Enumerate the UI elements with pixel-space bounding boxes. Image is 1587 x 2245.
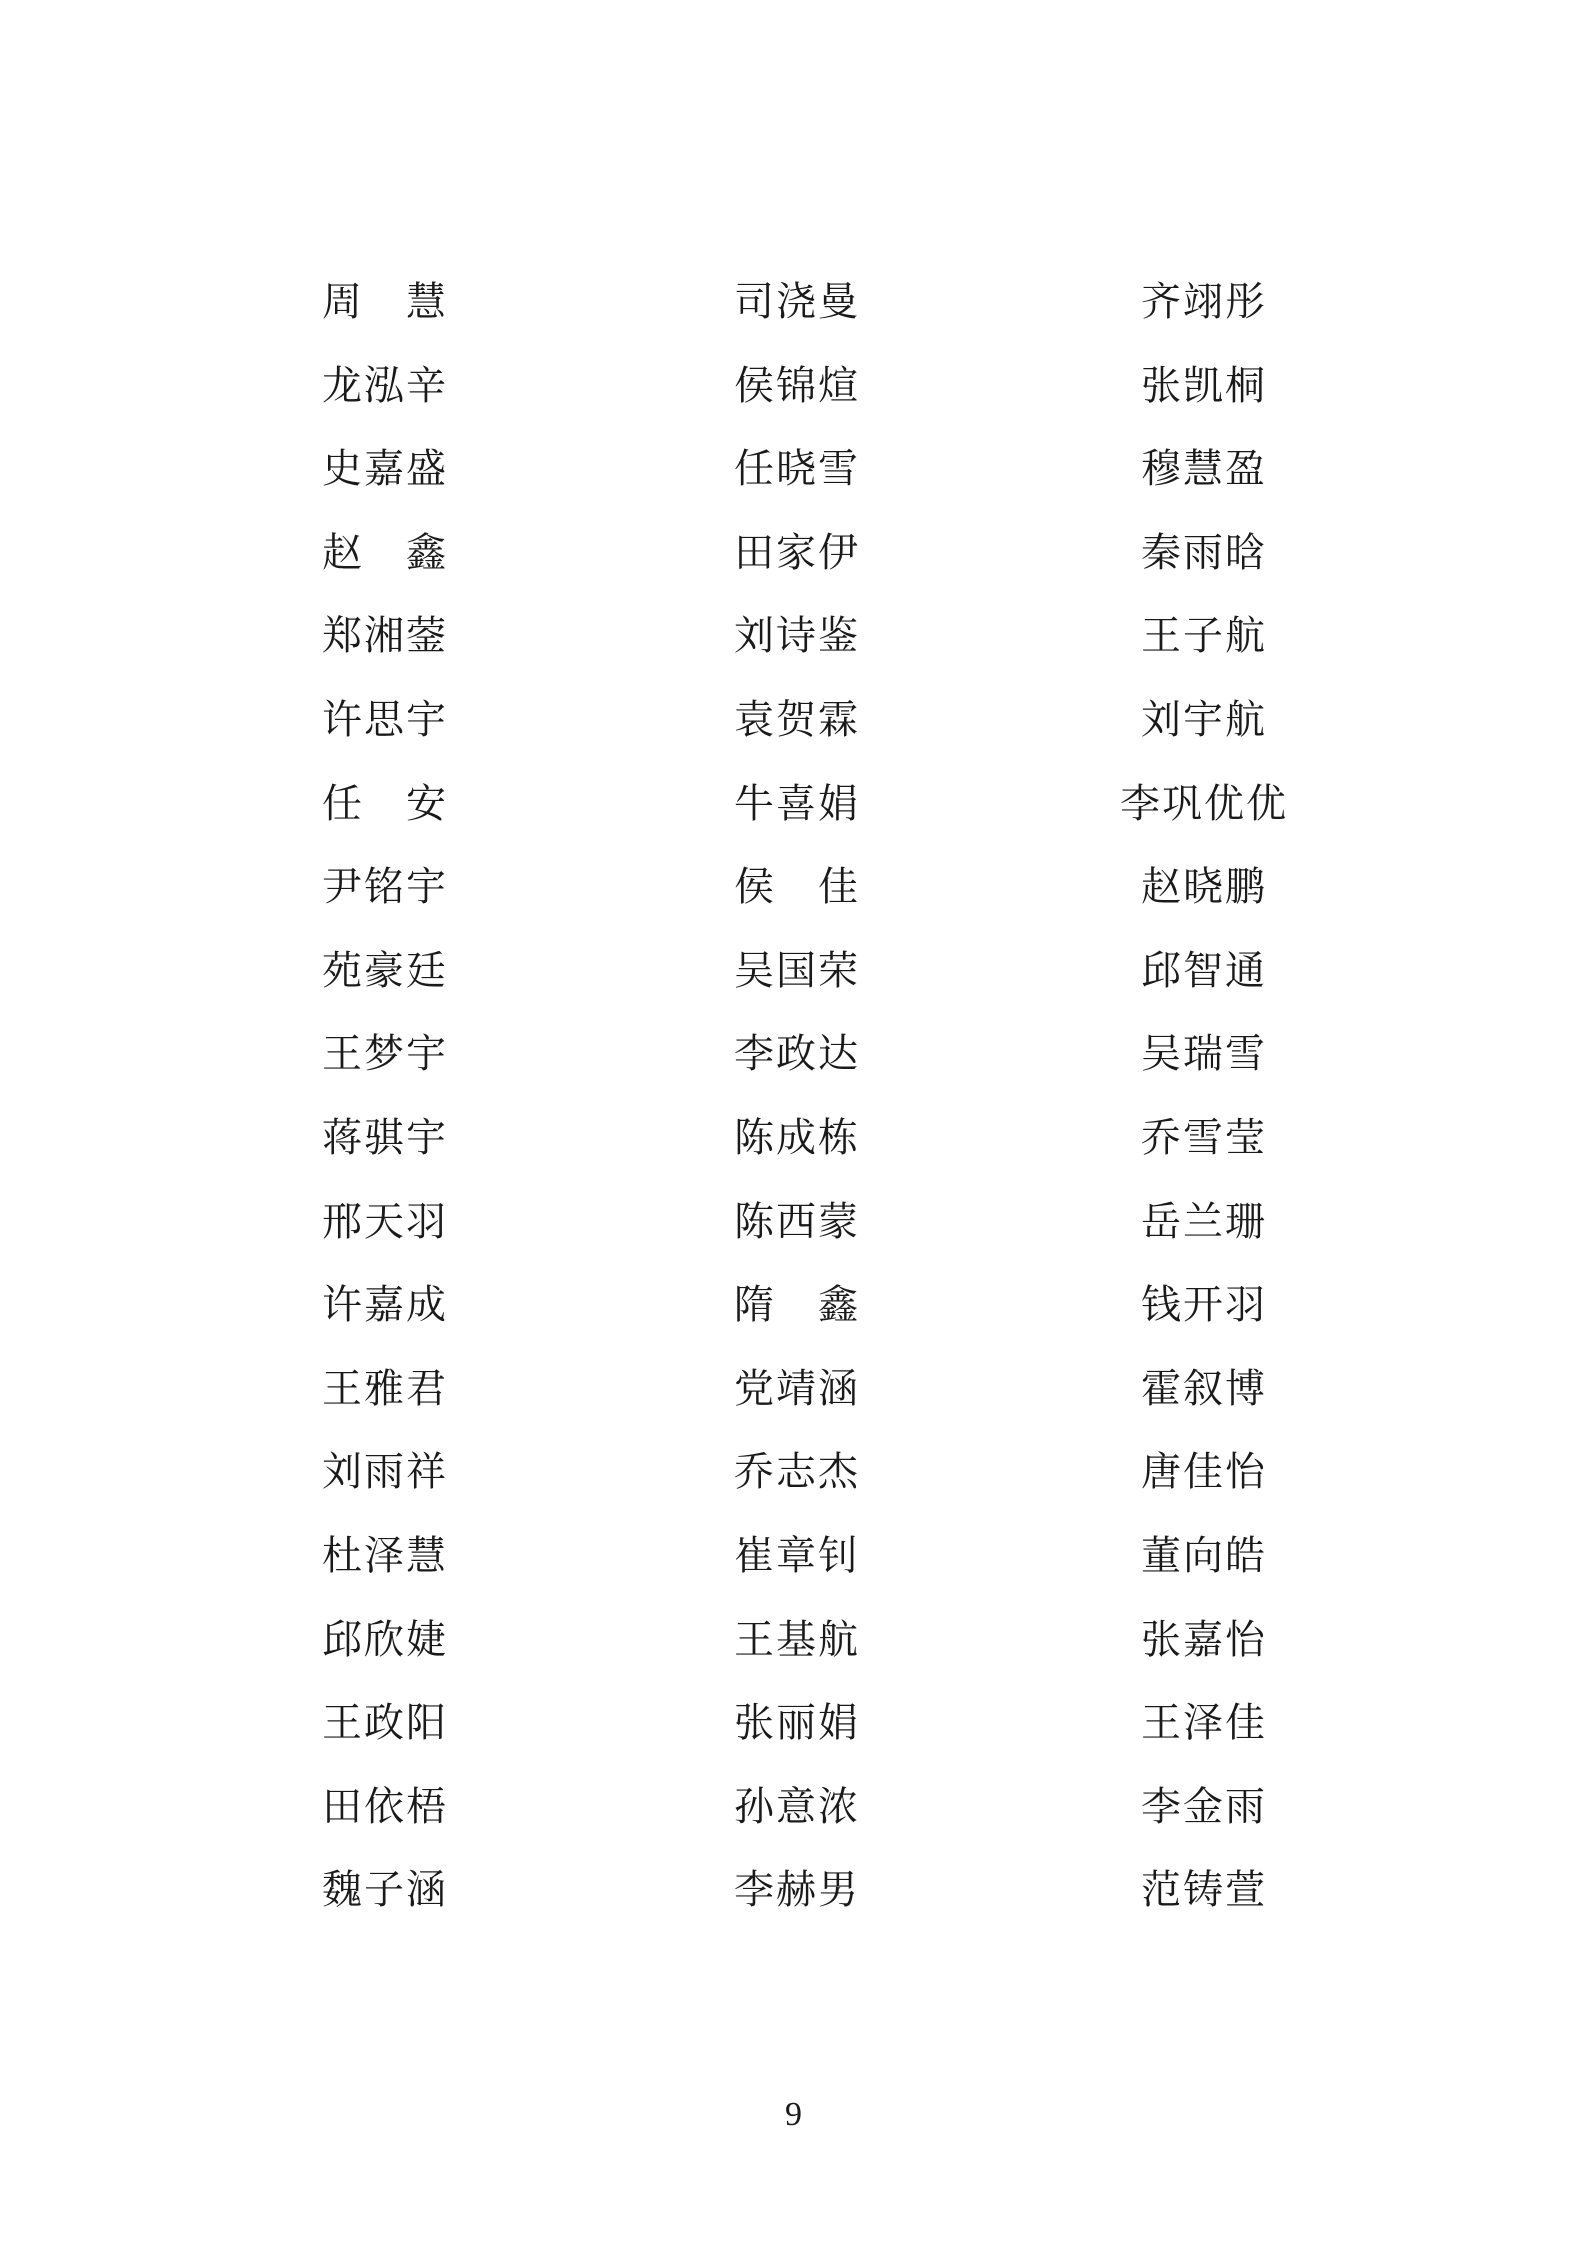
name-row <box>0 941 1587 1025</box>
person-name: 郑湘蓥 <box>322 613 448 660</box>
person-name: 吴瑞雪 <box>1141 1031 1267 1078</box>
person-name: 田家伊 <box>734 529 860 576</box>
person-name: 杜泽慧 <box>322 1532 448 1579</box>
person-name: 秦雨晗 <box>1141 529 1267 576</box>
person-name: 司浇曼 <box>734 279 860 325</box>
person-name: 侯锦煊 <box>734 362 860 409</box>
page-number: 9 <box>785 2096 802 2133</box>
person-name: 周 慧 <box>322 279 448 325</box>
person-name: 崔章钊 <box>734 1532 860 1579</box>
person-name: 陈成栋 <box>734 1114 860 1161</box>
name-row <box>0 1777 1587 1861</box>
person-name: 王梦宇 <box>322 1031 448 1078</box>
name-row <box>0 272 1587 356</box>
person-name: 吴国荣 <box>734 947 860 994</box>
person-name: 董向皓 <box>1141 1532 1267 1579</box>
person-name: 李金雨 <box>1141 1783 1267 1830</box>
person-name: 陈西蒙 <box>734 1198 860 1245</box>
person-name: 许思宇 <box>322 696 448 743</box>
person-name: 刘雨祥 <box>322 1449 448 1496</box>
person-name: 李政达 <box>734 1031 860 1078</box>
person-name: 霍叙博 <box>1141 1365 1267 1412</box>
person-name: 许嘉成 <box>322 1282 448 1329</box>
name-row <box>0 1192 1587 1276</box>
person-name: 侯 佳 <box>734 864 860 911</box>
person-name: 钱开羽 <box>1141 1282 1267 1329</box>
person-name: 赵晓鹏 <box>1141 864 1267 911</box>
person-name: 尹铭宇 <box>322 864 448 911</box>
person-name: 王政阳 <box>322 1700 448 1747</box>
person-name: 王泽佳 <box>1141 1700 1267 1747</box>
name-list <box>0 272 1587 1944</box>
person-name: 范铸萱 <box>1141 1867 1267 1914</box>
name-row <box>0 439 1587 523</box>
person-name: 李巩优优 <box>1120 780 1288 827</box>
person-name: 任 安 <box>322 780 448 827</box>
name-row <box>0 1275 1587 1359</box>
person-name: 李赫男 <box>734 1867 860 1914</box>
person-name: 任晓雪 <box>734 446 860 493</box>
person-name: 刘宇航 <box>1141 696 1267 743</box>
name-row <box>0 1108 1587 1192</box>
person-name: 张嘉怡 <box>1141 1616 1267 1663</box>
name-row <box>0 1359 1587 1443</box>
person-name: 穆慧盈 <box>1141 446 1267 493</box>
person-name: 魏子涵 <box>322 1867 448 1914</box>
person-name: 史嘉盛 <box>322 446 448 493</box>
person-name: 刘诗鉴 <box>734 613 860 660</box>
person-name: 田依梧 <box>322 1783 448 1830</box>
person-name: 孙意浓 <box>734 1783 860 1830</box>
person-name: 赵 鑫 <box>322 529 448 576</box>
person-name: 邱欣婕 <box>322 1616 448 1663</box>
person-name: 张凯桐 <box>1141 362 1267 409</box>
person-name: 齐翊彤 <box>1141 279 1267 325</box>
person-name: 乔志杰 <box>734 1449 860 1496</box>
person-name: 王雅君 <box>322 1365 448 1412</box>
name-row <box>0 1024 1587 1108</box>
person-name: 袁贺霖 <box>734 696 860 743</box>
name-row <box>0 1526 1587 1610</box>
person-name: 苑豪廷 <box>322 947 448 994</box>
person-name: 蒋骐宇 <box>322 1114 448 1161</box>
name-row <box>0 356 1587 440</box>
person-name: 隋 鑫 <box>734 1282 860 1329</box>
person-name: 龙泓辛 <box>322 362 448 409</box>
name-row <box>0 523 1587 607</box>
person-name: 乔雪莹 <box>1141 1114 1267 1161</box>
name-row <box>0 774 1587 858</box>
person-name: 唐佳怡 <box>1141 1449 1267 1496</box>
person-name: 牛喜娟 <box>734 780 860 827</box>
person-name: 王子航 <box>1141 613 1267 660</box>
name-row <box>0 1610 1587 1694</box>
name-row <box>0 1442 1587 1526</box>
person-name: 岳兰珊 <box>1141 1198 1267 1245</box>
person-name: 王基航 <box>734 1616 860 1663</box>
person-name: 邢天羽 <box>322 1198 448 1245</box>
name-row <box>0 606 1587 690</box>
name-row <box>0 690 1587 774</box>
person-name: 邱智通 <box>1141 947 1267 994</box>
person-name: 张丽娟 <box>734 1700 860 1747</box>
name-row <box>0 857 1587 941</box>
name-row <box>0 1693 1587 1777</box>
person-name: 党靖涵 <box>734 1365 860 1412</box>
name-row <box>0 1860 1587 1944</box>
